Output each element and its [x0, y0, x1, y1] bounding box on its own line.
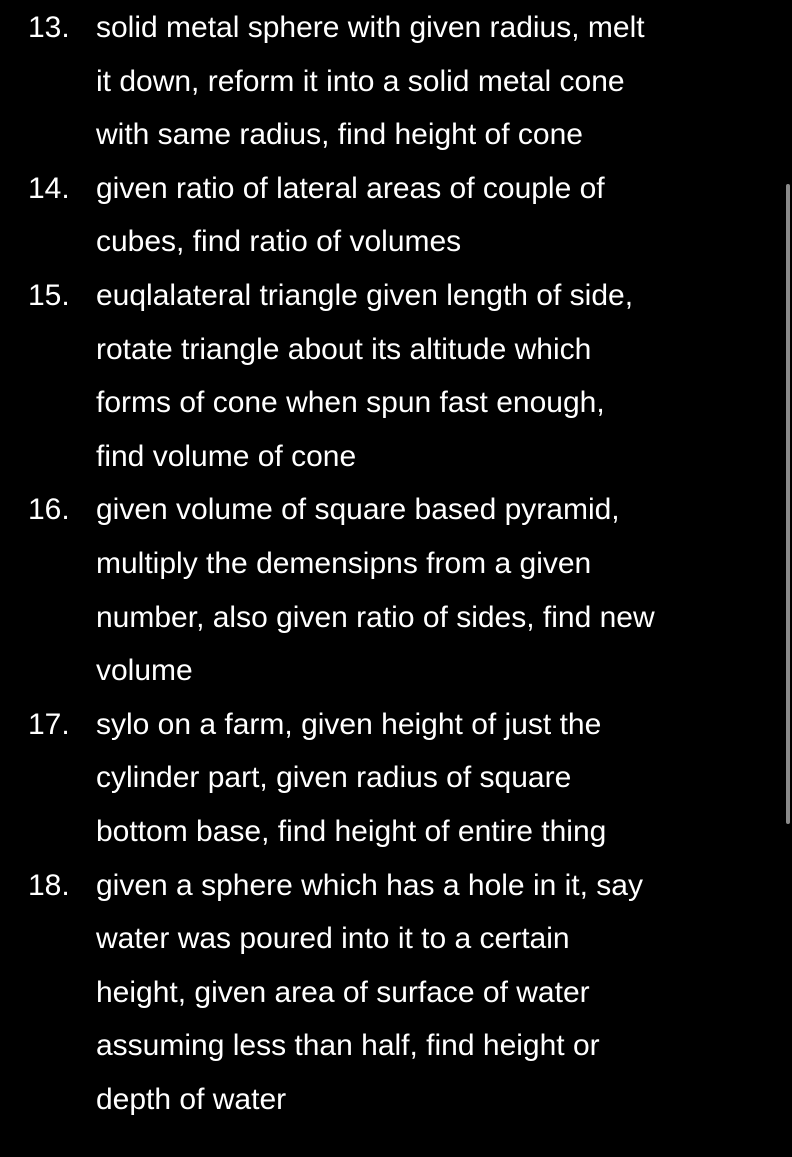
list-item-text[interactable]	[96, 162, 756, 269]
text-line: rotate triangle about its altitude which	[96, 332, 592, 366]
list-number: 16.	[28, 493, 70, 527]
list-item-text[interactable]	[96, 269, 756, 483]
list-item-text[interactable]	[96, 859, 756, 1127]
text-line: multiply the demensipns from a given	[96, 546, 592, 580]
text-line: solid metal sphere with given radius, melt	[96, 11, 645, 44]
text-line: given a sphere which has a hole in it, say	[96, 868, 643, 902]
list-item-text[interactable]	[96, 483, 756, 697]
text-line: with same radius, find height of cone	[96, 118, 583, 152]
text-line: height, given area of surface of water	[96, 975, 590, 1009]
list-item[interactable]	[0, 162, 792, 269]
text-line: forms of cone when spun fast enough,	[96, 386, 605, 420]
list-item-text[interactable]	[96, 698, 756, 859]
text-line: sylo on a farm, given height of just the	[96, 707, 602, 741]
text-line: cubes, find ratio of volumes	[96, 225, 462, 259]
text-line: find volume of cone	[96, 439, 357, 473]
list-number: 15.	[28, 278, 70, 312]
text-line: water was poured into it to a certain	[96, 922, 570, 956]
list-item-text[interactable]	[96, 1, 756, 162]
text-line: volume	[96, 654, 193, 688]
text-line: given volume of square based pyramid,	[96, 493, 620, 527]
list-number: 13.	[28, 11, 70, 44]
list-number: 14.	[28, 171, 70, 205]
list-item[interactable]	[0, 859, 792, 1127]
text-line: number, also given ratio of sides, find new	[96, 600, 655, 634]
text-line: depth of water	[96, 1082, 287, 1116]
list-item[interactable]	[0, 1, 792, 162]
list-item[interactable]	[0, 269, 792, 483]
text-line: it down, reform it into a solid metal cone	[96, 64, 625, 98]
list-item[interactable]	[0, 483, 792, 697]
list-number: 17.	[28, 707, 70, 741]
vertical-scrollbar[interactable]	[786, 184, 790, 824]
text-line: bottom base, find height of entire thing	[96, 814, 607, 848]
text-line: euqlalateral triangle given length of side,	[96, 278, 634, 312]
list-item[interactable]	[0, 698, 792, 859]
text-line: given ratio of lateral areas of couple of	[96, 171, 605, 205]
list-number: 18.	[28, 868, 70, 902]
text-line: cylinder part, given radius of square	[96, 761, 572, 795]
text-line: assuming less than half, find height or	[96, 1029, 600, 1063]
